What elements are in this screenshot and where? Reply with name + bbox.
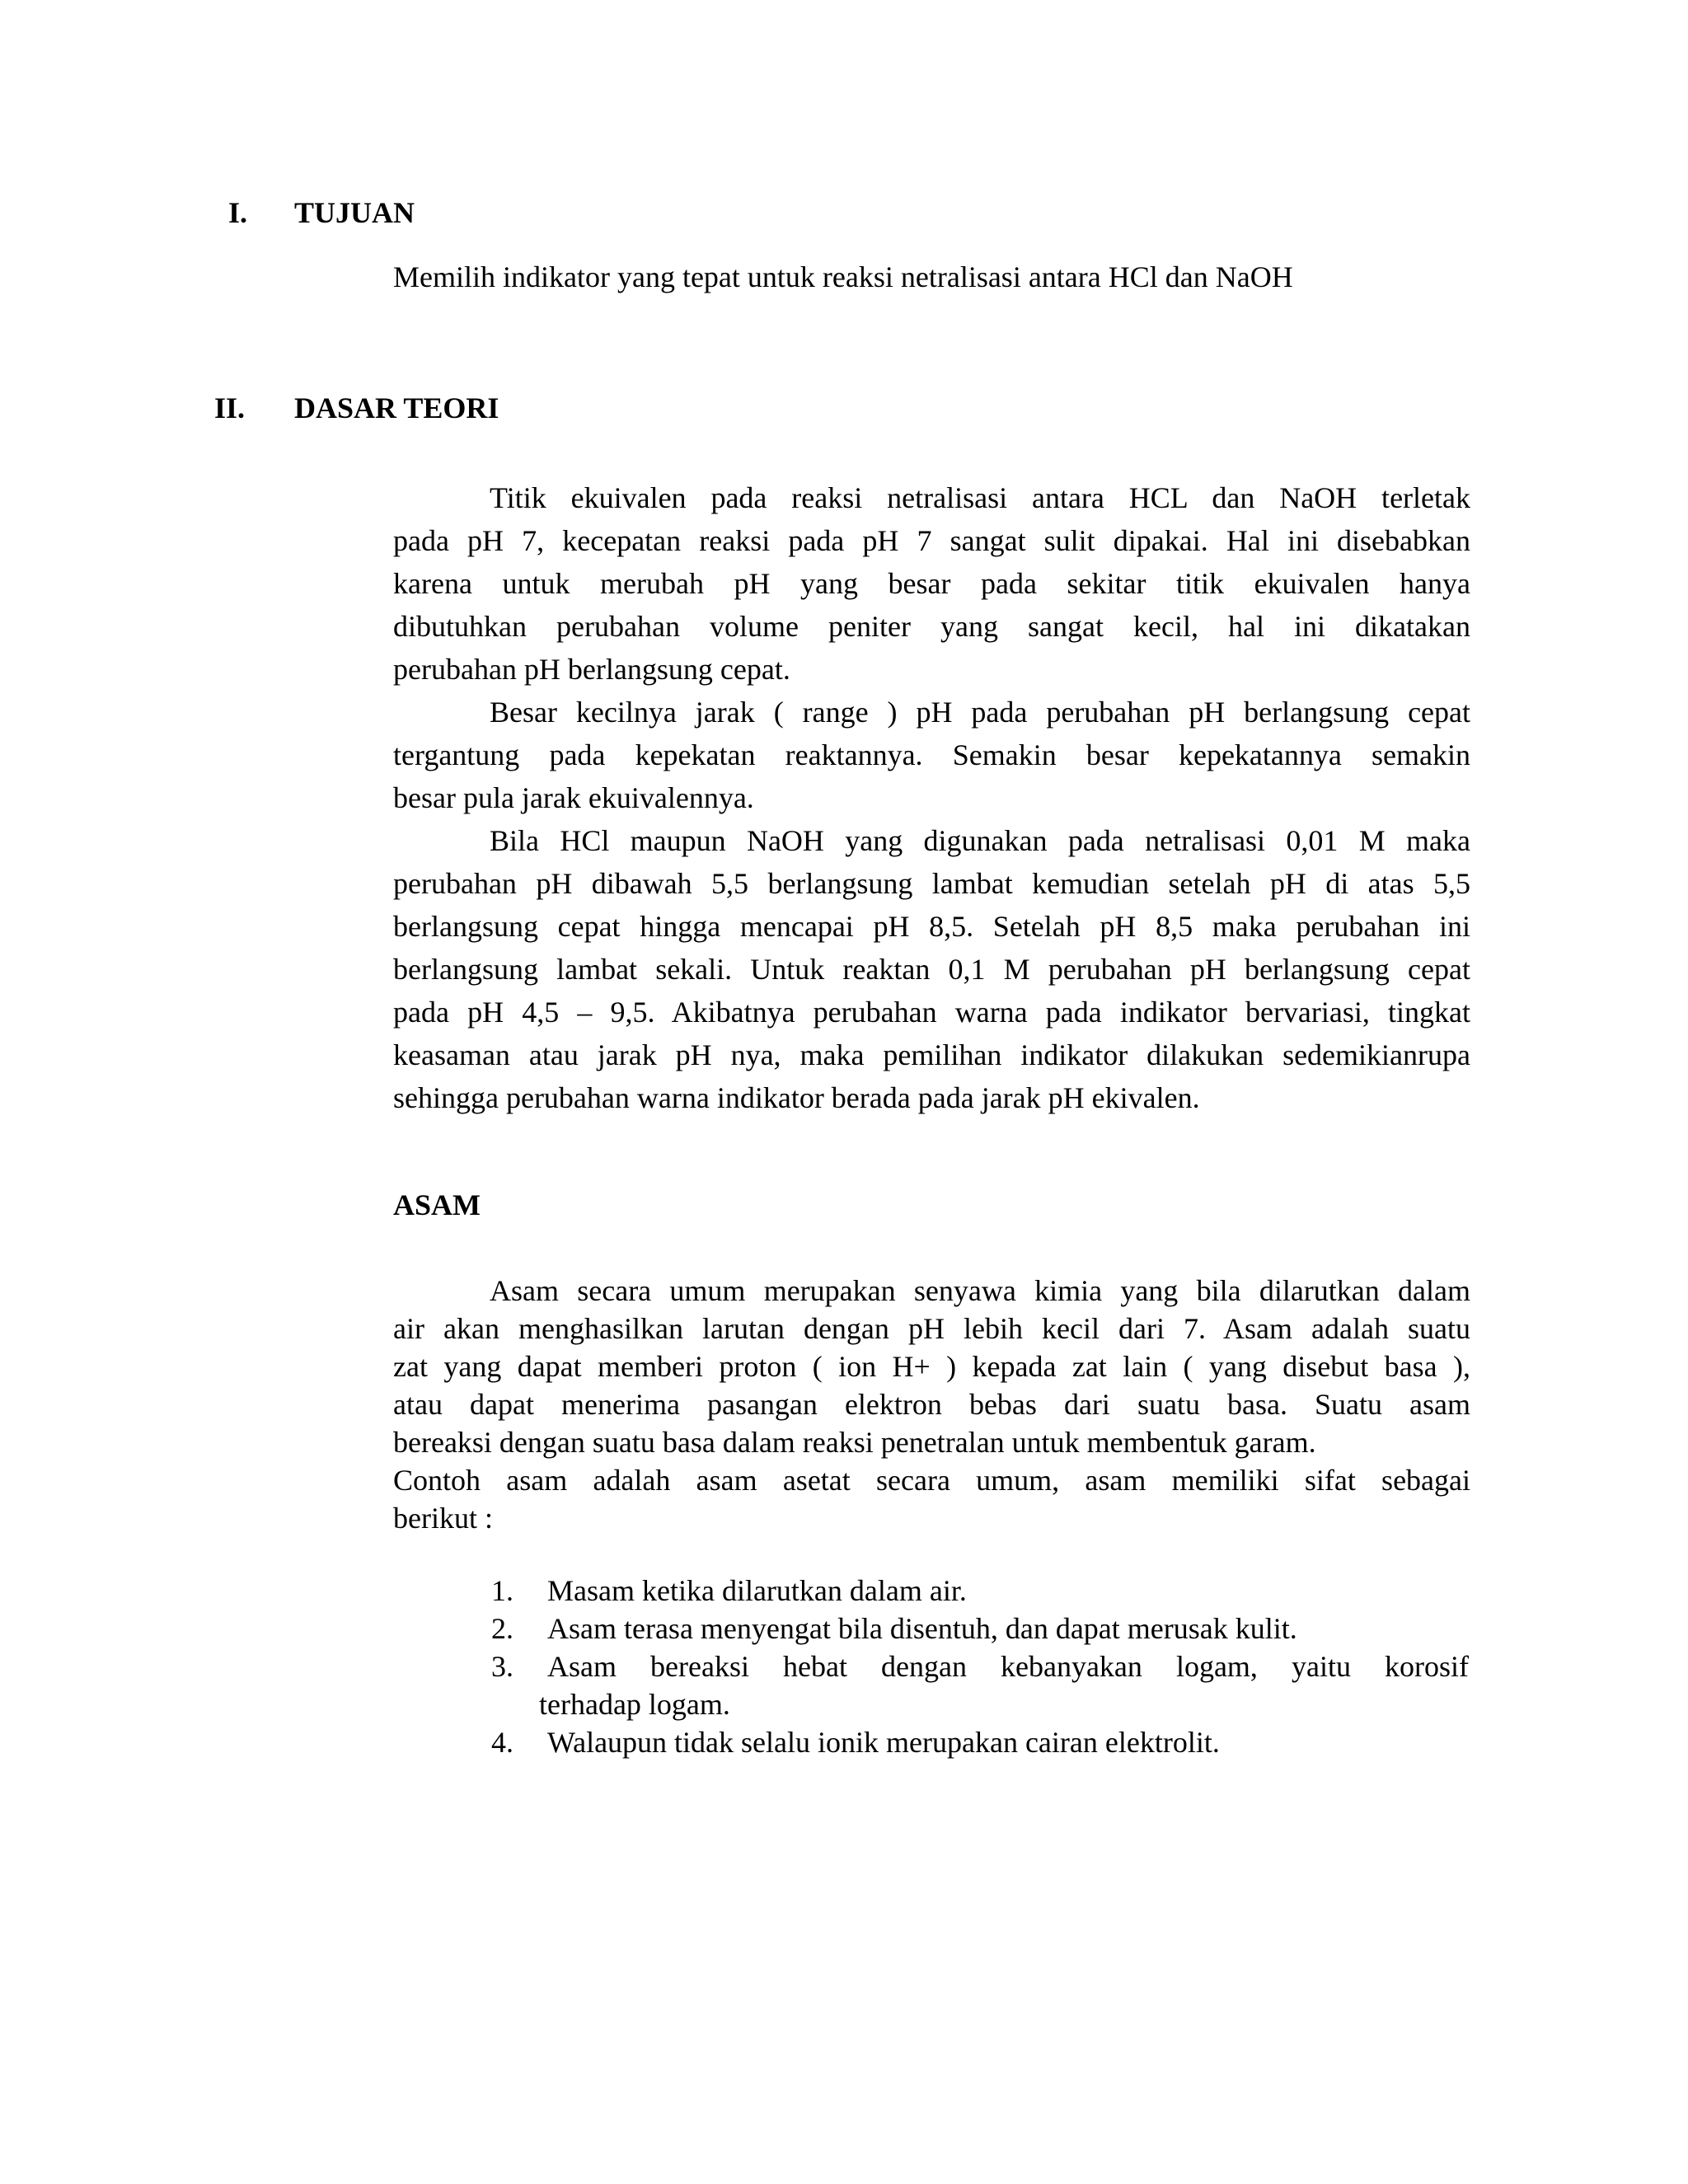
list-text: Asam bereaksi hebat dengan kebanyakan logam, yaitu korosif xyxy=(547,1650,1469,1683)
list-text: Walaupun tidak selalu ionik merupakan cairan elektrolit. xyxy=(547,1726,1220,1759)
list-number: 2. xyxy=(491,1612,513,1645)
paragraph-line: pada pH 7, kecepatan reaksi pada pH 7 sangat sulit dipakai. Hal ini disebabkan xyxy=(393,524,1470,557)
tujuan-text: Memilih indikator yang tepat untuk reaksi netralisasi antara HCl dan NaOH xyxy=(393,260,1293,293)
paragraph-line: pada pH 4,5 – 9,5. Akibatnya perubahan warna pada indikator bervariasi, tingkat xyxy=(393,996,1470,1029)
list-text: terhadap logam. xyxy=(539,1688,730,1721)
asam-paragraph xyxy=(393,1272,1470,1537)
paragraph-line: berlangsung lambat sekali. Untuk reaktan 0,1 M perubahan pH berlangsung cepat xyxy=(393,953,1470,986)
paragraph-line: Besar kecilnya jarak ( range ) pH pada perubahan pH berlangsung cepat xyxy=(490,696,1470,729)
paragraph-line: perubahan pH berlangsung cepat. xyxy=(393,653,790,686)
dasar-teori-paragraph-1 xyxy=(393,476,1470,1119)
paragraph-line: berikut : xyxy=(393,1502,493,1535)
section-title: TUJUAN xyxy=(294,196,415,229)
paragraph-line: tergantung pada kepekatan reaktannya. Semakin besar kepekatannya semakin xyxy=(393,738,1470,771)
list-number: 3. xyxy=(491,1650,513,1683)
section-title: ASAM xyxy=(393,1188,481,1221)
section-title: DASAR TEORI xyxy=(294,391,499,424)
paragraph-line: Bila HCl maupun NaOH yang digunakan pada netralisasi 0,01 M maka xyxy=(490,824,1470,857)
paragraph-line: air akan menghasilkan larutan dengan pH lebih kecil dari 7. Asam adalah suatu xyxy=(393,1312,1470,1345)
paragraph-line: perubahan pH dibawah 5,5 berlangsung lambat kemudian setelah pH di atas 5,5 xyxy=(393,867,1470,900)
paragraph-line: Titik ekuivalen pada reaksi netralisasi antara HCL dan NaOH terletak xyxy=(490,481,1470,514)
list-text: Masam ketika dilarutkan dalam air. xyxy=(547,1574,967,1607)
paragraph-line: Contoh asam adalah asam asetat secara umum, asam memiliki sifat sebagai xyxy=(393,1464,1470,1497)
paragraph-line: keasaman atau jarak pH nya, maka pemilihan indikator dilakukan sedemikianrupa xyxy=(393,1038,1470,1071)
paragraph-line: Asam secara umum merupakan senyawa kimia yang bila dilarutkan dalam xyxy=(490,1274,1470,1307)
paragraph-line: besar pula jarak ekuivalennya. xyxy=(393,781,754,814)
paragraph-line: dibutuhkan perubahan volume peniter yang sangat kecil, hal ini dikatakan xyxy=(393,610,1470,643)
paragraph-line: zat yang dapat memberi proton ( ion H+ ) kepada zat lain ( yang disebut basa ), xyxy=(393,1350,1470,1383)
list-text: Asam terasa menyengat bila disentuh, dan dapat merusak kulit. xyxy=(547,1612,1297,1645)
paragraph-line: bereaksi dengan suatu basa dalam reaksi penetralan untuk membentuk garam. xyxy=(393,1426,1316,1459)
paragraph-line: karena untuk merubah pH yang besar pada sekitar titik ekuivalen hanya xyxy=(393,567,1470,600)
list-number: 4. xyxy=(491,1726,513,1759)
section-number: II. xyxy=(214,391,246,424)
list-number: 1. xyxy=(491,1574,513,1607)
paragraph-line: atau dapat menerima pasangan elektron bebas dari suatu basa. Suatu asam xyxy=(393,1388,1470,1421)
paragraph-line: sehingga perubahan warna indikator berada pada jarak pH ekivalen. xyxy=(393,1081,1200,1114)
paragraph-line: berlangsung cepat hingga mencapai pH 8,5. Setelah pH 8,5 maka perubahan ini xyxy=(393,910,1470,943)
section-number: I. xyxy=(228,196,248,229)
